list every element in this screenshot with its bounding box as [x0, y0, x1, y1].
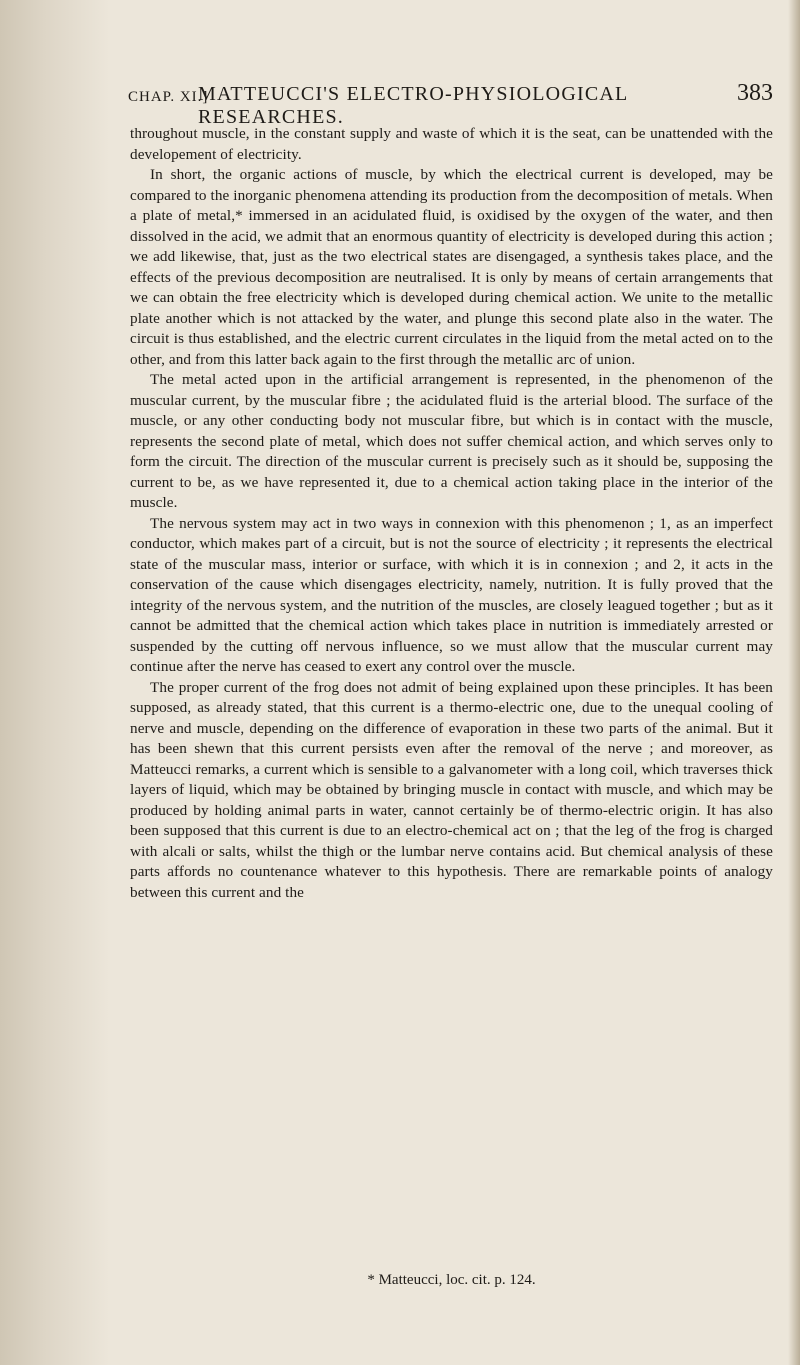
page-edge-shadow [788, 0, 800, 1365]
running-header [128, 80, 773, 128]
running-title: MATTEUCCI'S ELECTRO-PHYSIOLOGICAL RESEARCHES. [198, 83, 628, 128]
paragraph: The metal acted upon in the artificial arrangement is represented, in the phenomenon of the muscular current, by the muscular fibre ; the acidulated fluid is the arterial blood. The surface of the muscle, or any other conducting body not muscular fibre, but which is in contact with the muscle, represents the second plate of metal, which does not suffer chemical action, and which serves only to form the circuit. The direction of the muscular current is precisely such as it should be, supposing the current to be, as we have represented it, due to a chemical action taking place in the interior of the muscle. [130, 371, 773, 511]
paragraph: The nervous system may act in two ways in connexion with this phenomenon ; 1, as an imperfect conductor, which makes part of a circuit, but is not the source of electricity ; it represents the electrical state of the muscular mass, interior or surface, with which it is in connexion ; and 2, it acts in the conservation of the cause which disengages electricity, namely, nutrition. It is fully proved that the integrity of the nervous system, and the nutrition of the muscles, are closely leagued together ; but as it cannot be admitted that the chemical action which takes place in nutrition is immediately arrested or suspended by the cutting off nervous influence, so we must allow that the muscular current may continue after the nerve has ceased to exert any control over the muscle. [130, 514, 773, 675]
page-gutter-shadow [0, 0, 110, 1365]
paragraph: In short, the organic actions of muscle, by which the electrical current is developed, may be compared to the inorganic phenomena attending its production from the decomposition of metals. When a plate of metal,* immersed in an acidulated fluid, is oxidised by the oxygen of the water, and then dissolved in the acid, we admit that an enormous quantity of electricity is developed during this action ; we add likewise, that, just as the two electrical states are disengaged, a synthesis takes place, and the effects of the previous decomposition are neutralised. It is only by means of certain arrangements that we can obtain the free electricity which is developed during chemical action. We unite to the metallic plate another which is not attacked by the water, and plunge this second plate also in the water. The circuit is thus established, and the electric current circulates in the liquid from the metal acted on to the other, and from this latter back again to the first through the metallic arc of union. [130, 166, 773, 368]
page-number: 383 [737, 80, 773, 106]
chapter-label: CHAP. XI.] [128, 89, 209, 105]
body-text [130, 124, 773, 903]
paragraph: The proper current of the frog does not admit of being explained upon these principles. It has been supposed, as already stated, that this current is a thermo-electric one, due to the unequal cooling of nerve and muscle, depending on the difference of evaporation in these two parts of the animal. But it has been shewn that this current persists even after the removal of the nerve ; and moreover, as Matteucci remarks, a current which is sensible to a galvanometer with a long coil, which traverses thick layers of liquid, which may be obtained by bringing muscle in contact with muscle, and which may be produced by holding animal parts in water, cannot certainly be of thermo-electric origin. It has also been supposed that this current is due to an electro-chemical act on ; that the leg of the frog is charged with alcali or salts, whilst the thigh or the lumbar nerve contains acid. But chemical analysis of these parts affords no countenance whatever to this hypothesis. There are remarkable points of analogy between this current and the [130, 678, 773, 901]
footnote: * Matteucci, loc. cit. p. 124. [367, 1272, 536, 1288]
paragraph: throughout muscle, in the constant supply and waste of which it is the seat, can be unattended with the developement of electricity. [130, 125, 773, 163]
